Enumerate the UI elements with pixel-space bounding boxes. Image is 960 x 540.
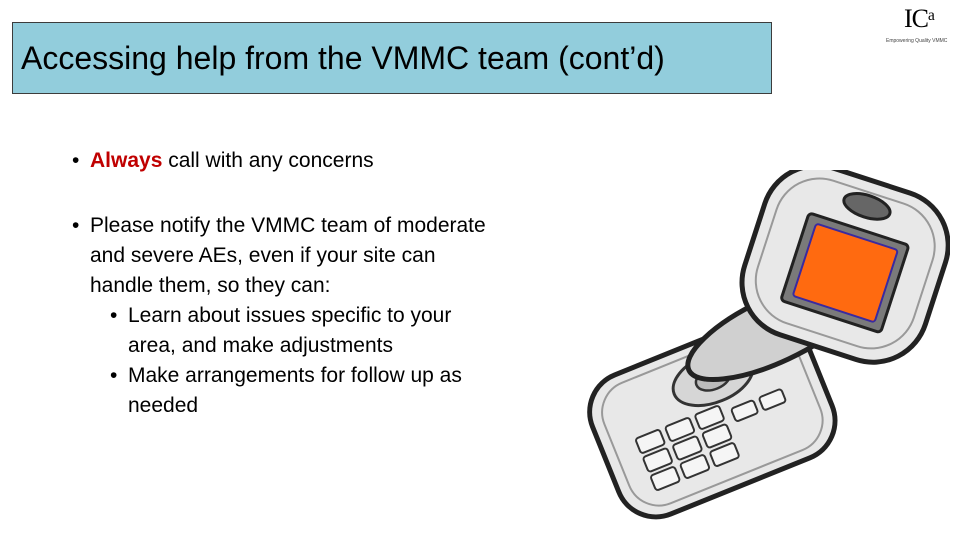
- bullet-list: [72, 146, 492, 421]
- bullet-item-always-call: [72, 146, 492, 176]
- bullet-dot: •: [72, 214, 80, 237]
- bullet-text: call with any concerns: [162, 149, 374, 172]
- logo-mark: ICᵃ: [904, 4, 935, 33]
- sub-bullet-dot: •: [110, 304, 118, 327]
- sub-bullet-text: Learn about issues specific to your area, and make adjustments: [128, 304, 452, 357]
- sub-bullet-arrangements: [72, 361, 492, 421]
- sub-bullet-learn: [72, 301, 492, 361]
- ica-logo: [880, 4, 960, 48]
- bullet-item-notify: [72, 211, 492, 301]
- sub-bullet-text: Make arrangements for follow up as needed: [128, 364, 462, 417]
- logo-tagline: Empowering Quality VMMC: [886, 38, 948, 44]
- sub-bullet-dot: •: [110, 364, 118, 387]
- flip-phone-icon: [580, 170, 950, 520]
- title-banner: [12, 22, 772, 94]
- bullet-dot: •: [72, 149, 80, 172]
- emphasis-always: Always: [90, 149, 163, 172]
- slide-title: Accessing help from the VMMC team (cont’d): [21, 39, 665, 76]
- bullet-text: Please notify the VMMC team of moderate and severe AEs, even if your site can handle them, so they can:: [90, 214, 486, 297]
